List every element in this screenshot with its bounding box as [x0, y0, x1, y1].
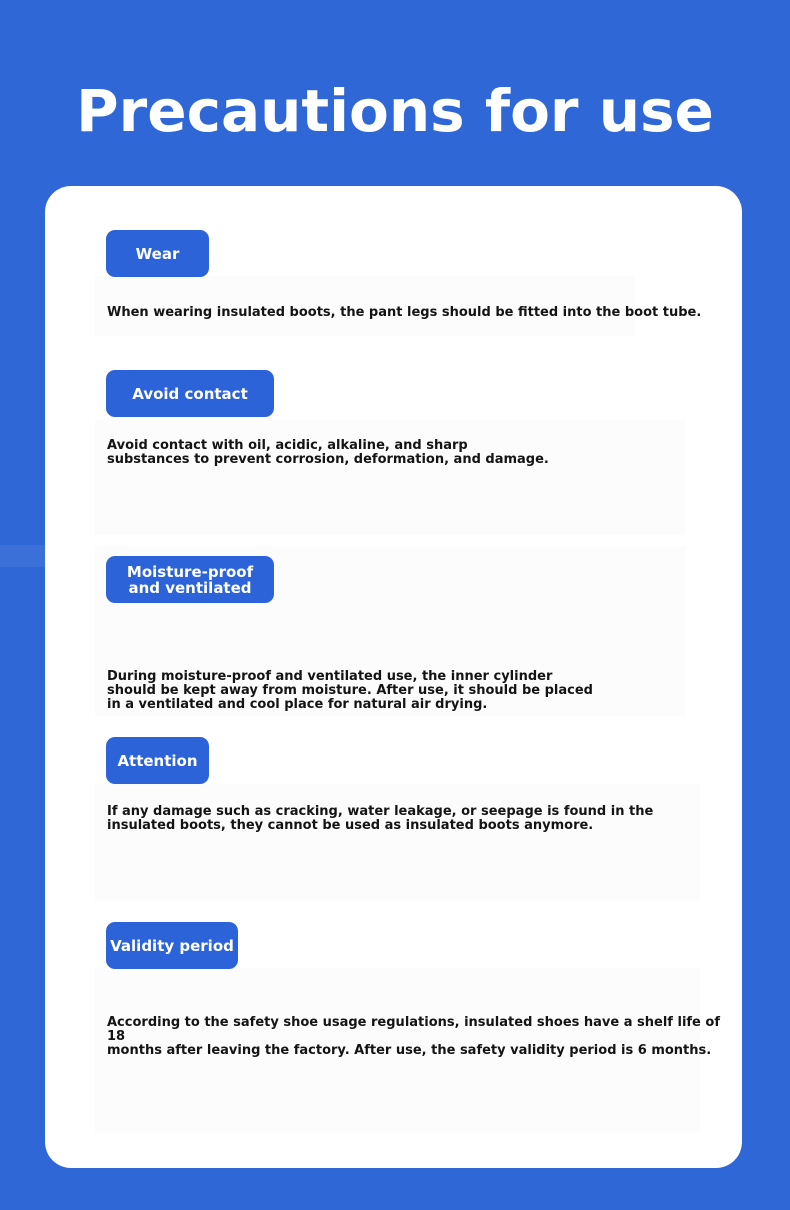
- tag-validity-period: Validity period: [106, 922, 238, 969]
- text-panel: [95, 784, 700, 902]
- tag-wear: Wear: [106, 230, 209, 277]
- tag-avoid-contact: Avoid contact: [106, 370, 274, 417]
- section-text-validity-period: According to the safety shoe usage regulations, insulated shoes have a shelf life of 18 months after leaving the factory. After use, the safety validity period is 6 months.: [107, 1015, 720, 1058]
- section-text-moisture-proof: During moisture-proof and ventilated use, the inner cylinder should be kept away from moisture. After use, it should be placed in a ventilated and cool place for natural air drying.: [107, 669, 593, 712]
- precautions-card: [45, 186, 742, 1168]
- section-text-attention: If any damage such as cracking, water leakage, or seepage is found in the insulated boots, they cannot be used as insulated boots anymore.: [107, 804, 654, 833]
- tag-moisture-proof: Moisture-proof and ventilated: [106, 556, 274, 603]
- page-title: Precautions for use: [76, 77, 714, 145]
- tag-attention: Attention: [106, 737, 209, 784]
- decorative-strip: [0, 545, 45, 567]
- section-text-wear: When wearing insulated boots, the pant legs should be fitted into the boot tube.: [107, 305, 702, 320]
- section-text-avoid-contact: Avoid contact with oil, acidic, alkaline, and sharp substances to prevent corrosion, deformation, and damage.: [107, 438, 549, 467]
